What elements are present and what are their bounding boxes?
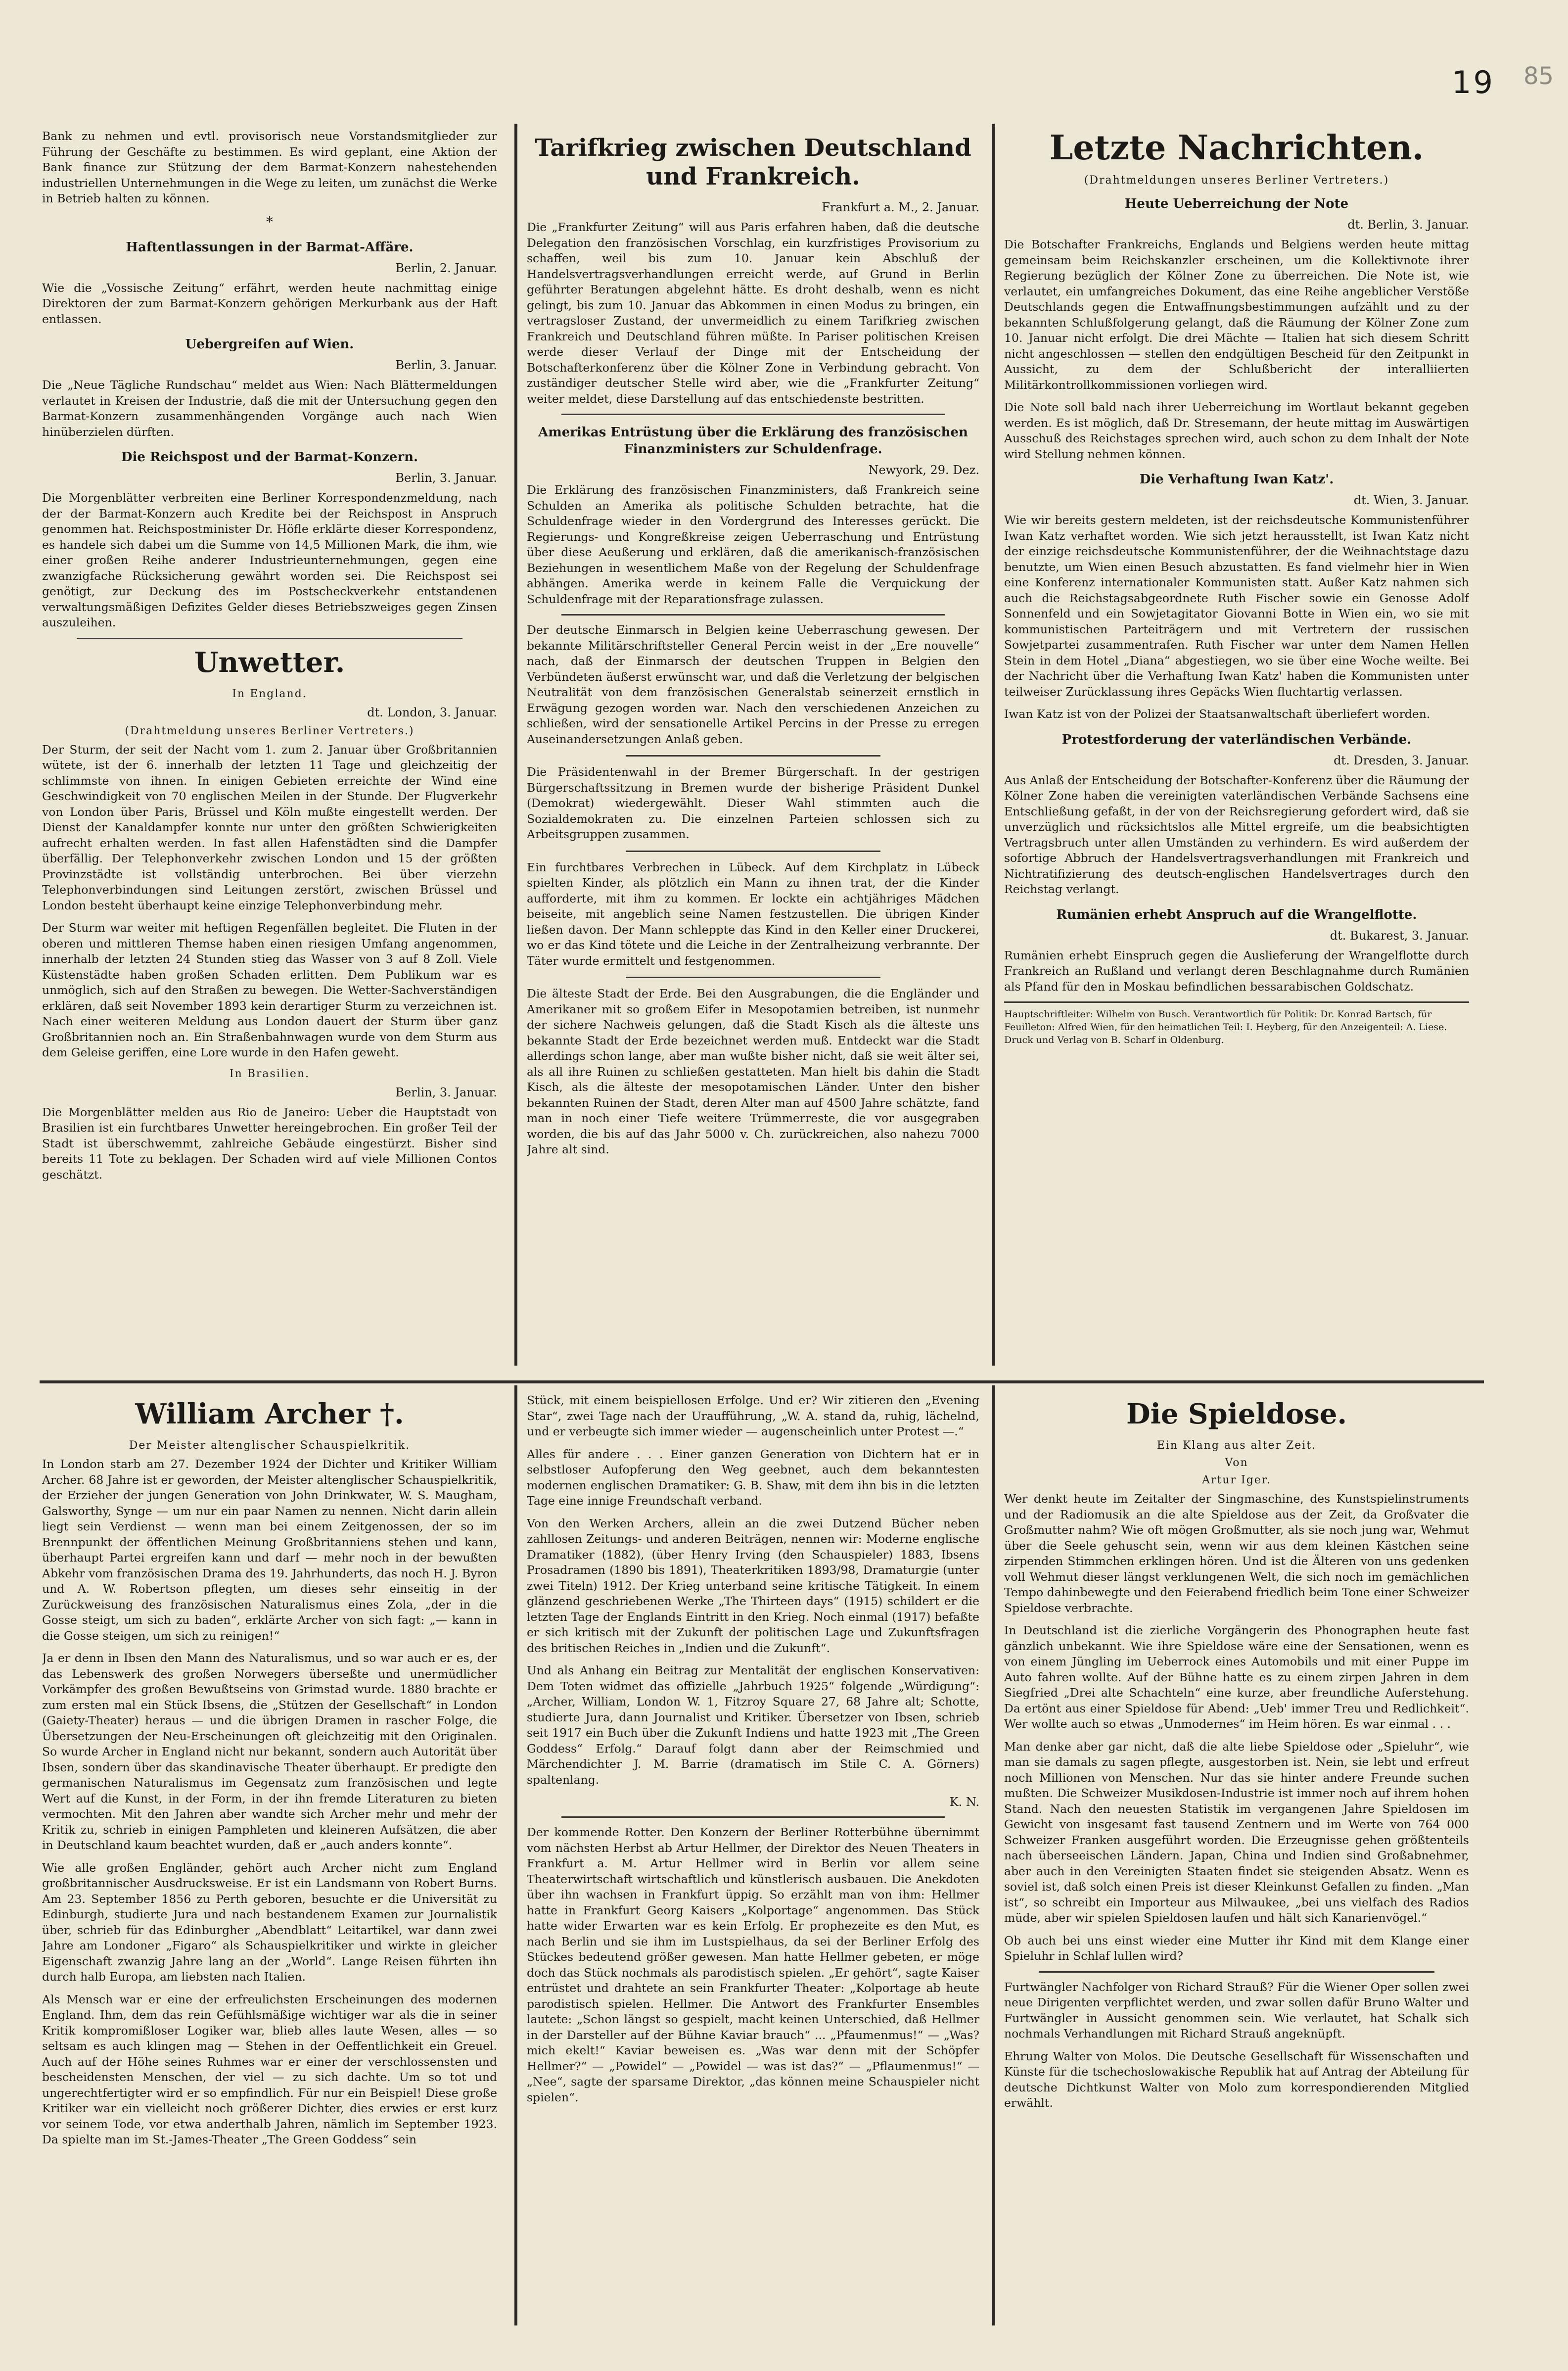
article-text: Man denke aber gar nicht, daß die alte liebe Spieldose oder „Spieluhr“, wie man sie damals zu sagen pflegte, ausgestorben ist. Nein, sie lebt und erfreut noch Millionen von Menschen. Nur das sie hinter andere Freunde suchen mußten. Die Schweizer Musikdosen-Industrie ist immer noch auf ihrem hohen Stand. Nach den neuesten Statistik im vergangenen Jahre Spieldosen im Gewicht von insgesamt fast tausend Zentnern und im Werte von 764 000 Schweizer Franken ausgeführt worden. Die Erzeugnisse gehen größtenteils nach überseeischen Ländern. Japan, China und Indien sind Großabnehmer, aber auch in den Vereinigten Staaten findet sie steigenden Absatz. Wenn es soviel ist, daß solch einen Preis ist dieser Kleinkunst Gefallen zu finden. „Man ist“, so schreibt ein Importeur aus Milwaukee, „bei uns vielfach des Radios müde, aber wir spielen Spieldosen laufen und hält sich Kanarienvögel.“ [1004,1739,1469,1925]
column-2 [527,129,979,1366]
dateline: dt. Dresden, 3. Januar. [1334,753,1469,767]
article-text: Die älteste Stadt der Erde. Bei den Ausgrabungen, die die Engländer und Amerikaner mit so großem Eifer in Mesopotamien betreiben, ist nunmehr der sichere Nachweis gelungen, daß die Stadt Kisch als die älteste uns bekannte Stadt der Erde bezeichnet werden muß. Entdeckt war die Stadt allerdings schon lange, aber man wußte bisher nicht, daß sie weit älter sei, als all ihre Ruinen zu schließen gestatteten. Man hielt bis dahin die Stadt Kisch, als die älteste der mesopotamischen Länder. Unter den bisher bekannten Ruinen der Stadt, deren Alter man auf 4500 Jahre schätzte, fand man in noch einer Tiefe weitere Trümmerreste, die vor ausgegraben worden, die bis auf das Jahr 5000 v. Ch. zurückreichen, also nahezu 7000 Jahre alt sind. [527,987,979,1156]
divider [561,414,945,415]
article-text: Die Botschafter Frankreichs, Englands und Belgiens werden heute mittag gemeinsam beim Reichskanzler erscheinen, um die Kollektivnote ihrer Regierung bezüglich der Kölner Zone zu überreichen. Die Note ist, wie verlautet, ein umfangreiches Dokument, das eine Reihe angeblicher Verstöße Deutschlands gegen die Entwaffnungsbestimmungen aufzählt und zu der bekannten Schlußfolgerung gelangt, daß die Räumung der Kölner Zone zum 10. Januar nicht erfolgt. Die drei Mächte — Italien hat sich diesem Schritt nicht angeschlossen — stellen den endgültigen Bescheid für den Zeitpunkt in Aussicht, zu dem der Schlußbericht der interalliierten Militärkontrollkommissionen vorliegen wird. [1004,237,1469,392]
divider [561,614,945,616]
article-text: Stück, mit einem beispiellosen Erfolge. Und er? Wir zitieren den „Evening Star“, zwei Tage nach der Uraufführung, „W. A. stand da, ruhig, lächelnd, und er verbeugte sich immer wieder — augenscheinlich unter Protest —.“ [527,1393,979,1438]
article-text: Ein furchtbares Verbrechen in Lübeck. Auf dem Kirchplatz in Lübeck spielten Kinder, als plötzlich ein Mann zu ihnen trat, der die Kinder aufforderte, mit ihm zu kommen. Er lockte ein achtjähriges Mädchen beiseite, mit angeblich seine Namen festzustellen. Die übrigen Kinder ließen davon. Der Mann schleppte das Kind in den Keller einer Druckerei, wo er das Kind tötete und die Leiche in der Zentralheizung verbrannte. Der Täter wurde ermittelt und festgenommen. [527,860,979,968]
column-1 [42,129,497,1366]
column-4 [42,1393,497,2323]
dateline: Berlin, 3. Januar. [395,358,497,372]
column-rule [992,124,995,1366]
subheading: In England. [232,687,307,700]
dateline: dt. London, 3. Januar. [367,705,497,719]
dateline: Berlin, 3. Januar. [395,1085,497,1099]
byline-von: Von [1225,1457,1248,1469]
subheading: Die Verhaftung Iwan Katz'. [1139,472,1334,487]
subheading: Protestforderung der vaterländischen Verbände. [1061,732,1412,747]
article-text: Der deutsche Einmarsch in Belgien keine Ueberraschung gewesen. Der bekannte Militärschriftsteller General Percin weist in der „Ere nouvelle“ nach, daß der Einmarsch der deutschen Truppen in Belgien den Verbündeten äußerst erwünscht war, und daß die Verletzung der belgischen Neutralität von dem französischen Generalstab seinerzeit ernstlich in Erwägung gezogen worden war. Nach den verschiedenen Anzeichen zu schließen, wird der sensationelle Artikel Percins in der Presse zu erregen Auseinandersetzungen Anlaß geben. [527,623,979,746]
headline: Letzte Nachrichten. [1049,129,1424,168]
divider [77,638,462,639]
subheading: Haftentlassungen in der Barmat-Affäre. [126,239,414,255]
divider [561,1816,945,1818]
article-text: Der Sturm, der seit der Nacht vom 1. zum 2. Januar über Großbritannien wütete, ist der 6. innerhalb der letzten 11 Tage und gleichzeitig der schlimmste von ihnen. In einigen Gebieten erreichte der Wind eine Geschwindigkeit von 70 englischen Meilen in der Stunde. Der Flugverkehr von London über Paris, Brüssel und Köln mußte eingestellt werden. Der Dienst der Kanaldampfer konnte nur unter den größten Schwierigkeiten aufrecht erhalten werden. In fast allen Hafenstädten sind die Dampfer überfällig. Der Telephonverkehr zwischen London und 15 der größten Provinzstädte ist vollständig unterbrochen. Bei über vierzehn Telephonverbindungen sind Leitungen zerstört, zwischen Brüssel und London besteht überhaupt keine einzige Telephonverbindung mehr. [42,742,497,912]
dateline: Berlin, 3. Januar. [395,471,497,485]
article-text: Wer denkt heute im Zeitalter der Singmaschine, des Kunstspielinstruments und der Radiomusik an die alte Spieldose aus der Zeit, da Großvater die Großmutter nahm? Wie oft mögen Großmutter, als sie noch jung war, Wehmut über die Seele gehuscht sein, wenn wir aus dem kleinen Kästchen seine zirpenden Stimmchen erklingen hören. Und ist die Älteren von uns gedenken voll Wehmut dieser längst verklungenen Welt, die sich noch im gemächlichen Tempo dahinbewegte und den Feierabend friedlich beim Tone einer Schweizer Spieldose verbrachte. [1004,1492,1469,1615]
headline: Unwetter. [194,646,345,679]
wire-note: (Drahtmeldung unseres Berliner Vertreters.) [125,724,415,737]
article-text: Die Note soll bald nach ihrer Ueberreichung im Wortlaut bekannt gegeben werden. Es ist möglich, daß Dr. Stresemann, der heute mittag im Auswärtigen Ausschuß des Reichstages sprechen wird, auch schon zu dem Inhalt der Note wird Stellung nehmen können. [1004,400,1469,461]
wire-note: (Drahtmeldungen unseres Berliner Vertreters.) [1084,174,1389,187]
column-rule [992,1385,995,2325]
headline: Tarifkrieg zwischen Deutschland und Frankreich. [535,134,971,190]
article-text: Iwan Katz ist von der Polizei der Staatsanwaltschaft überliefert worden. [1004,707,1430,721]
divider [1039,1971,1434,1973]
subheading: Amerikas Entrüstung über die Erklärung des französischen Finanzministers zur Schuldenfrage. [538,425,968,457]
article-text: Aus Anlaß der Entscheidung der Botschafter-Konferenz über die Räumung der Kölner Zone haben die vereinigten vaterländischen Verbände Sachsens eine Entschließung gefaßt, in der von der Reichsregierung gefordert wird, daß sie unverzüglich und rücksichtslos alle Mittel ergreife, um die beabsichtigten Vertragsbruch unter allen Umständen zu verhindern. Es wird außerdem der sofortige Abbruch der Handelsvertragsverhandlungen mit Frankreich und Nichtratifizierung des deutsch-englischen Handelsvertrages durch den Reichstag verlangt. [1004,773,1469,896]
subheading: In Brasilien. [229,1067,310,1080]
article-text: Ob auch bei uns einst wieder eine Mutter ihr Kind mit dem Klange einer Spieluhr in Schlaf lullen wird? [1004,1933,1469,1963]
article-text: Als Mensch war er eine der erfreulichsten Erscheinungen des modernen England. Ihm, dem das rein Gefühlsmäßige wichtiger war als die in seiner Kritik kompromißloser Logiker war, blieb alles laute Wesen, alles — so seltsam es auch klingen mag — Stehen in der Oeffentlichkeit ein Greuel. Auch auf der Höhe seines Ruhmes war er einer der verschlossensten und bescheidensten Menschen, der viel — zu sich dachte. Um so tot und ungerechtfertigter wird er so empfindlich. Für nur ein Beispiel! Diese große Kritiker war ein vielleicht noch größerer Dichter, dies erwies er erst kurz vor seinem Tode, vor etwa anderthalb Jahren, nämlich im September 1923. Da spielte man im St.-James-Theater „The Green Goddess“ sein [42,1992,497,2146]
article-text: Alles für andere . . . Einer ganzen Generation von Dichtern hat er in selbstloser Aufopferung den Weg geebnet, auch dem bekanntesten modernen englischen Dramatiker: G. B. Shaw, mit dem ihn bis in die letzten Tage eine innige Freundschaft verband. [527,1447,979,1508]
article-text: Wie die „Vossische Zeitung“ erfährt, werden heute nachmittag einige Direktoren der zum Barmat-Konzern gehörigen Merkurbank aus der Haft entlassen. [42,281,497,326]
divider [1004,1001,1469,1003]
author-signature: K. N. [949,1795,979,1809]
article-text: Wie alle großen Engländer, gehört auch Archer nicht zum England großbritannischer Ausdrucksweise. Er ist ein Landsmann von Robert Burns. Am 23. September 1856 zu Perth geboren, besuchte er die Universität zu Edinburgh, studierte Jura und nach bestandenem Examen zur Journalistik über, schrieb für das Edinburgher „Abendblatt“ Leitartikel, war dann zwei Jahre am Londoner „Figaro“ als Schauspielkritiker und wirkte in gleicher Eigenschaft zwanzig Jahre lang an der „World“. Lange Reisen führten ihn durch halb Europa, am liebsten nach Italien. [42,1860,497,1984]
article-text: Von den Werken Archers, allein an die zwei Dutzend Bücher neben zahllosen Zeitungs- und anderen Beiträgen, nennen wir: Moderne englische Dramatiker (1882), (über Henry Irving (den Schauspieler) 1883, Ibsens Prosadramen (1890 bis 1891), Theaterkritiken 1893/98, Dramaturgie (unter zwei Titeln) 1912. Der Krieg unterband seine kritische Tätigkeit. In einem glänzend geschriebenen Werke „The Thirteen days“ (1915) schildert er die letzten Tage der Englands Eintritt in den Krieg. Noch einmal (1917) befaßte er sich kritisch mit der Zukunft der politischen Lage und Zukunftsfragen des britischen Reiches in „Indien und die Zukunft“. [527,1516,979,1655]
dateline: dt. Berlin, 3. Januar. [1347,218,1469,232]
article-text: Ehrung Walter von Molos. Die Deutsche Gesellschaft für Wissenschaften und Künste für die tschechoslowakische Republik hat auf Antrag der Abteilung für deutsche Dichtkunst Walter von Molo zum korrespondierenden Mitglied erwählt. [1004,2049,1469,2110]
article-text: Die „Frankfurter Zeitung“ will aus Paris erfahren haben, daß die deutsche Delegation den französischen Vorschlag, ein kurzfristiges Provisorium zu schaffen, weil bis zum 10. Januar kein Abschluß der Handelsvertragsverhandlungen erreicht werde, auf Grund in Berlin geführter Beratungen abgelehnt hätte. Es droht deshalb, wenn es nicht gelingt, bis zum 10. Januar das Abkommen in einen Modus zu bringen, ein vertragsloser Zustand, der unvermeidlich zu einem Tarifkrieg zwischen Frankreich und Deutschland führen müßte. In Pariser politischen Kreisen werde dieser Verlauf der Dinge mit der Entscheidung der Botschafterkonferenz über die Kölner Zone in Verbindung gebracht. Von zuständiger deutscher Stelle wird aber, wie die „Frankfurter Zeitung“ weiter meldet, diese Darstellung auf das entschiedenste bestritten. [527,220,979,406]
article-text: Bank zu nehmen und evtl. provisorisch neue Vorstandsmitglieder zur Führung der Geschäfte zu bestimmen. Es wird geplant, eine Aktion der Bank finance zur Stützung der dem Barmat-Konzern nahestehenden industriellen Unternehmungen in die Wege zu leiten, um zunächst die Werke in Betrieb halten zu können. [42,129,497,205]
article-text: Rumänien erhebt Einspruch gegen die Auslieferung der Wrangelflotte durch Frankreich an Rußland und verlangt deren Beschlagnahme durch Rumänien als Pfand für den in Moskau befindlichen bessarabischen Goldschatz. [1004,948,1469,994]
article-text: Die Morgenblätter verbreiten eine Berliner Korrespondenzmeldung, nach der der Barmat-Konzern auch Kredite bei der Reichspost in Anspruch genommen hat. Reichspostminister Dr. Höfle erklärte dieser Korrespondenz, es handele sich dabei um die Summe von 14,5 Millionen Mark, die ihm, wie einer großen Reihe anderer Industrieunternehmungen, gegen eine zwanzigfache Rücksicherung gewährt worden sei. Die Reichspost sei genötigt, zur Deckung des im Postscheckverkehr entstandenen verwaltungsmäßigen Defizites Gelder dieses Betriebszweiges gegen Zinsen auszuleihen. [42,491,497,629]
article-text: Und als Anhang ein Beitrag zur Mentalität der englischen Konservativen: Dem Toten widmet das offizielle „Jahrbuch 1925“ folgende „Würdigung“: „Archer, William, London W. 1, Fitzroy Square 27, 68 Jahre alt; Schotte, studierte Jura, dann Journalist und Kritiker. Übersetzer von Ibsen, schrieb seit 1917 ein Buch über die Zukunft Indiens und hatte 1923 mit „The Green Goddess“ Erfolg.“ Darauf folgt dann aber der Reimschmied und Märchendichter J. M. Barrie (dramatisch im Stile C. A. Görners) spaltenlang. [527,1663,979,1787]
column-rule [514,1385,517,2325]
imprint: Hauptschriftleiter: Wilhelm von Busch. Verantwortlich für Politik: Dr. Konrad Bartsch, für Feuilleton: Alfred Wien, für den heimatlichen Teil: I. Heyberg, für den Anzeigenteil: A. Liese. Druck und Verlag von B. Scharf in Oldenburg. [1004,1009,1447,1045]
article-text: In Deutschland ist die zierliche Vorgängerin des Phonographen heute fast gänzlich unbekannt. Wie ihre Spieldose wäre eine der Sensationen, wenn es von einem Jüngling im Ueberrock eines Automobils und mit einer Puppe im Auto fahren wollte. Auf der Bühne hatte es zu einem zirpen Jahren in dem Siegfried „Drei alte Schachteln“ eine kurze, aber freundliche Auferstehung. Da ertönt aus einer Spieldose für Abend: „Ueb' immer Treu und Redlichkeit“. Wer wollte auch so etwas „Unmodernes“ im Heim hören. Es war einmal . . . [1004,1623,1469,1731]
article-text: Wie wir bereits gestern meldeten, ist der reichsdeutsche Kommunistenführer Iwan Katz verhaftet worden. Wie sich jetzt herausstellt, ist Iwan Katz nicht der einzige reichsdeutsche Kommunistenführer, der die Weihnachtstage dazu benutzte, um Wien einen Besuch abzustatten. Es fand vielmehr hier in Wien eine Konferenz internationaler Kommunisten statt. Außer Katz nahmen sich auch die Reichstagsabgeordnete Ruth Fischer sowie ein Genosse Adolf Sonnenfeld und ein Sowjetagitator Giovanni Botte in Wien ein, wo sie mit kommunistischen Parteiträgern und mit Vertretern der russischen Sowjetpartei zusammentrafen. Ruth Fischer war unter dem Namen Hellen Stein in dem Hotel „Diana“ abgestiegen, wo sie über eine Woche weilte. Bei der Nachricht über die Verhaftung Iwan Katz' haben die Kommunisten unter teilweiser Zurücklassung ihres Gepäcks Wien fluchtartig verlassen. [1004,513,1469,699]
article-text: Ja er denn in Ibsen den Mann des Naturalismus, und so war auch er es, der das Lebenswerk des großen Norwegers überseßte und unermüdlicher Vorkämpfer des großen Bewußtseins von Grimstad wurde. 1880 brachte er zum ersten mal ein Stück Ibsens, die „Stützen der Gesellschaft“ in London (Gaiety-Theater) heraus — und die übrigen Dramen in rascher Folge, die Übersetzungen der Neu-Erscheinungen oft gleichzeitig mit den Originalen. So wurde Archer in England nicht nur bekannt, sondern auch Autorität über Ibsen, sondern über das skandinavische Theater überhaupt. Er predigte den germanischen Naturalismus im Gegensatz zum französischen und legte Wert auf die Kunst, in der Form, in der ihn fremde Literaturen zu bieten vermochten. Mit den Jahren aber wandte sich Archer mehr und mehr der Kritik zu, schrieb in einigen Pamphleten und kleineren Aufsätzen, die aber in Deutschland kaum beachtet wurden, daß er „auch anders konnte“. [42,1651,497,1852]
separator-star: * [266,213,273,230]
column-rule [514,124,517,1366]
page-number: 19 [1452,64,1495,100]
dateline: Newyork, 29. Dez. [868,463,979,477]
article-text: Die Erklärung des französischen Finanzministers, daß Frankreich seine Schulden an Amerika als politische Schulden betrachte, hat die Schuldenfrage wieder in den Vordergrund des Interesses gerückt. Die Regierungs- und Kongreßkreise zeigen Ueberraschung und Entrüstung über diese Aeußerung und erklären, daß die amerikanisch-französischen Beziehungen in wesentlichem Maße von der Regelung der Schuldenfrage abhängen. Amerika werde in keinem Falle die Verquickung der Schuldenfrage mit der Reparationsfrage zulassen. [527,483,979,606]
article-text: Die Morgenblätter melden aus Rio de Janeiro: Ueber die Hauptstadt von Brasilien ist ein furchtbares Unwetter hereingebrochen. Ein großer Teil der Stadt ist überschwemmt, zahlreiche Gebäude eingestürzt. Bisher sind bereits 11 Tote zu beklagen. Der Schaden wird auf viele Millionen Contos geschätzt. [42,1105,497,1182]
subheading: Ein Klang aus alter Zeit. [1156,1439,1317,1452]
dateline: Berlin, 2. Januar. [395,261,497,275]
subheading: Uebergreifen auf Wien. [185,337,354,352]
article-text: Die Präsidentenwahl in der Bremer Bürgerschaft. In der gestrigen Bürgerschaftssitzung in Bremen wurde der bisherige Präsident Dunkel (Demokrat) wiedergewählt. Dieser Wahl stimmten auch die Sozialdemokraten zu. Die einzelnen Parteien schlossen sich zu Arbeitsgruppen zusammen. [527,765,979,841]
article-text: In London starb am 27. Dezember 1924 der Dichter und Kritiker William Archer. 68 Jahre ist er geworden, der Meister altenglischer Schauspielkritik, der Erzieher der jungen Generation von John Drinkwater, W. S. Maugham, Galsworthy, Synge — um nur ein paar Namen zu nennen. Nicht darin allein liegt sein Verdienst — wenn man bei einem Zeitgenossen, der so im Brennpunkt der öffentlichen Meinung Großbritanniens stehen und kann, überhaupt Partei ergreifen kann und darf — mehr noch in der bewußten Abkehr vom französischen Drama des 19. Jahrhunderts, das noch H. J. Byron und A. W. Robertson pflegten, um dieses sehr einseitig in der Zurückweisung des französischen Naturalismus eines Zola, „der in die Gosse steigt, um sich zu baden“, erklärte Archer von sich fagt: „— kann in die Gosse steigen, um sich zu reinigen!“ [42,1457,497,1643]
article-text: Furtwängler Nachfolger von Richard Strauß? Für die Wiener Oper sollen zwei neue Dirigenten verpflichtet werden, und zwar sollen dafür Bruno Walter und Furtwängler in Aussicht genommen sein. Wie verlautet, hat Schalk sich nochmals Verhandlungen mit Richard Strauß angeknüpft. [1004,1980,1469,2040]
section-rule [40,1380,1484,1383]
byline-author: Artur Iger. [1202,1474,1271,1486]
divider [626,977,880,978]
dateline: Frankfurt a. M., 2. Januar. [822,200,979,214]
column-3 [1004,129,1469,1366]
article-text: Der kommende Rotter. Den Konzern der Berliner Rotterbühne übernimmt vom nächsten Herbst ab Artur Hellmer, der Direktor des Neuen Theaters in Frankfurt a. M. Artur Hellmer wird in Berlin vor allem seine Theaterwirtschaft wirtschaftlich und künstlerisch ausbauen. Die Anekdoten über ihn wachsen in Frankfurt üppig. So erzählt man von ihm: Hellmer hatte in Frankfurt Georg Kaisers „Kolportage“ angenommen. Das Stück hatte wider Erwarten war es kein Erfolg. Er prophezeite es den Mut, es nach Berlin und sie ihm im Lustspielhaus, da sei der Berliner Erfolg des Stückes bedeutend größer gewesen. Man hatte Hellmer gebeten, er möge doch das Stück nochmals als parodistisch spielen. „Er gehört“, sagte Kaiser entrüstet und drahtete an sein Frankfurter Theater: „Kolportage ab heute parodistisch spielen. Hellmer. Die Antwort des Frankfurter Ensembles lautete: „Schon längst so gespielt, macht keinen Unterschied, daß Hellmer in der Darsteller auf der Bühne Kaviar brauch“ ... „Pfaumenmus!“ — „Was? mich ekelt!“ Kaviar beweisen es. „Was war denn mit der Schöpfer Hellmer?“ — „Powidel“ — „Powidel — was ist das?“ — „Pflaumenmus!“ — „Nee“, sagte der sparsame Direktor, „das können meine Schauspieler nicht spielen“. [527,1825,979,2104]
article-text: Der Sturm war weiter mit heftigen Regenfällen begleitet. Die Fluten in der oberen und mittleren Themse haben einen riesigen Umfang angenommen, innerhalb der letzten 24 Stunden stieg das Wasser von 3 auf 8 Zoll. Viele Küstenstädte haben großen Schaden erlitten. Dem Publikum war es unmöglich, sich auf den Straßen zu bewegen. Die Wetter-Sachverständigen erklären, daß seit November 1893 kein derartiger Sturm zu verzeichnen ist. Nach einer weiteren Meldung aus London dauert der Sturm über ganz Großbritannien noch an. Ein Straßenbahnwagen wurde von dem Sturm aus dem Geleise geriffen, eine Lore wurde in den Hafen geweht. [42,921,497,1059]
divider [626,755,880,757]
divider [626,851,880,852]
subheading: Die Reichspost und der Barmat-Konzern. [121,450,418,465]
page-number-faint: 85 [1523,62,1554,90]
subheading: Heute Ueberreichung der Note [1124,196,1349,211]
column-6 [1004,1393,1469,2323]
dateline: dt. Bukarest, 3. Januar. [1330,928,1469,943]
headline: William Archer †. [135,1398,404,1430]
headline: Die Spieldose. [1126,1398,1347,1430]
column-5 [527,1393,979,2323]
article-text: Die „Neue Tägliche Rundschau“ meldet aus Wien: Nach Blättermeldungen verlautet in Kreisen der Industrie, daß die mit der Untersuchung gegen den Barmat-Konzern zusammenhängenden Vorgänge auch nach Wien hinüberzielen dürften. [42,378,497,439]
dateline: dt. Wien, 3. Januar. [1353,493,1469,507]
subheading: Der Meister altenglischer Schauspielkritik. [129,1439,411,1452]
subheading: Rumänien erhebt Anspruch auf die Wrangelflotte. [1056,907,1417,922]
